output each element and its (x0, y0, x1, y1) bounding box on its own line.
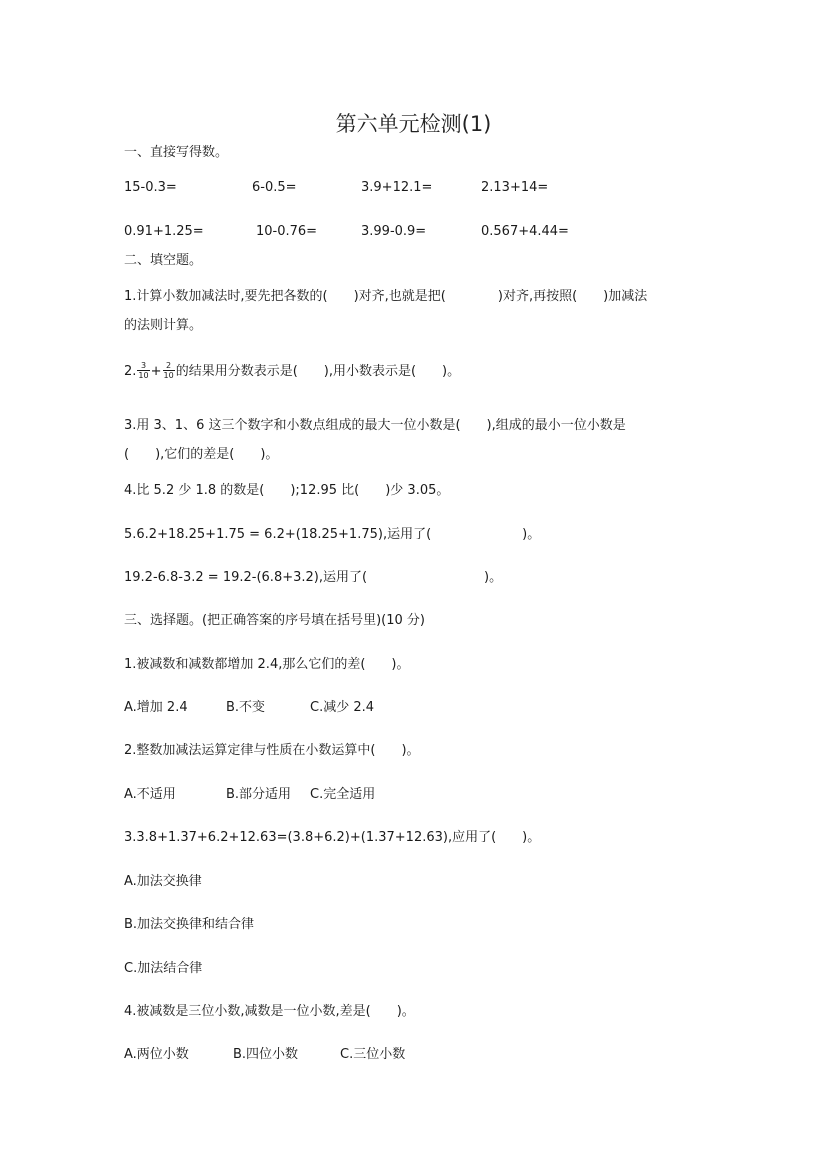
calc-item: 15-0.3= (124, 180, 177, 195)
calc-item: 0.567+4.44= (481, 224, 569, 239)
choice-option: C.完全适用 (310, 787, 376, 802)
fill-question-2 (124, 362, 460, 381)
choice-option: B.加法交换律和结合律 (124, 917, 255, 932)
fraction-three-tenths: $\frac{3}{10}$ (138, 361, 149, 380)
fill-question-1-line1: 1.计算小数加减法时,要先把各数的( )对齐,也就是把( )对齐,再按照( )加减法 (124, 289, 648, 304)
fill-question-3-line1: 3.用 3、1、6 这三个数字和小数点组成的最大一位小数是( ),组成的最小一位小数是 (124, 418, 626, 433)
choice-question-1: 1.被减数和减数都增加 2.4,那么它们的差( )。 (124, 657, 410, 672)
fill-question-1-line2: 的法则计算。 (124, 318, 203, 333)
section2-heading: 二、填空题。 (124, 253, 203, 268)
section1-heading: 一、直接写得数。 (124, 145, 229, 160)
calc-item: 3.99-0.9= (361, 224, 427, 239)
calc-item: 0.91+1.25= (124, 224, 204, 239)
fraction-two-tenths: $\frac{2}{10}$ (163, 361, 174, 380)
calc-item: 2.13+14= (481, 180, 549, 195)
choice-option: A.增加 2.4 (124, 700, 188, 715)
choice-option: C.三位小数 (340, 1047, 406, 1062)
fill-question-2-suffix: 的结果用分数表示是( ),用小数表示是( )。 (175, 364, 461, 379)
choice-option: A.不适用 (124, 787, 176, 802)
choice-question-4: 4.被减数是三位小数,减数是一位小数,差是( )。 (124, 1004, 415, 1019)
choice-option: A.加法交换律 (124, 874, 202, 889)
choice-option: C.加法结合律 (124, 961, 203, 976)
choice-option: C.减少 2.4 (310, 700, 375, 715)
fill-question-2-prefix: 2. (124, 364, 137, 379)
choice-option: A.两位小数 (124, 1047, 189, 1062)
calc-item: 3.9+12.1= (361, 180, 433, 195)
page-title: 第六单元检测(1) (335, 112, 492, 136)
fill-question-5b: 19.2-6.8-3.2 = 19.2-(6.8+3.2),运用了( )。 (124, 570, 503, 585)
choice-question-2: 2.整数加减法运算定律与性质在小数运算中( )。 (124, 743, 420, 758)
calc-item: 10-0.76= (256, 224, 318, 239)
calc-item: 6-0.5= (252, 180, 297, 195)
section3-heading: 三、选择题。(把正确答案的序号填在括号里)(10 分) (124, 613, 425, 628)
choice-option: B.部分适用 (226, 787, 292, 802)
choice-option: B.不变 (226, 700, 266, 715)
plus-sign: + (150, 364, 162, 379)
choice-option: B.四位小数 (233, 1047, 299, 1062)
fill-question-3-line2: ( ),它们的差是( )。 (124, 447, 279, 462)
fill-question-4: 4.比 5.2 少 1.8 的数是( );12.95 比( )少 3.05。 (124, 483, 450, 498)
choice-question-3: 3.3.8+1.37+6.2+12.63=(3.8+6.2)+(1.37+12.63),应用了( )。 (124, 830, 541, 845)
fill-question-5a: 5.6.2+18.25+1.75 = 6.2+(18.25+1.75),运用了( )。 (124, 527, 541, 542)
